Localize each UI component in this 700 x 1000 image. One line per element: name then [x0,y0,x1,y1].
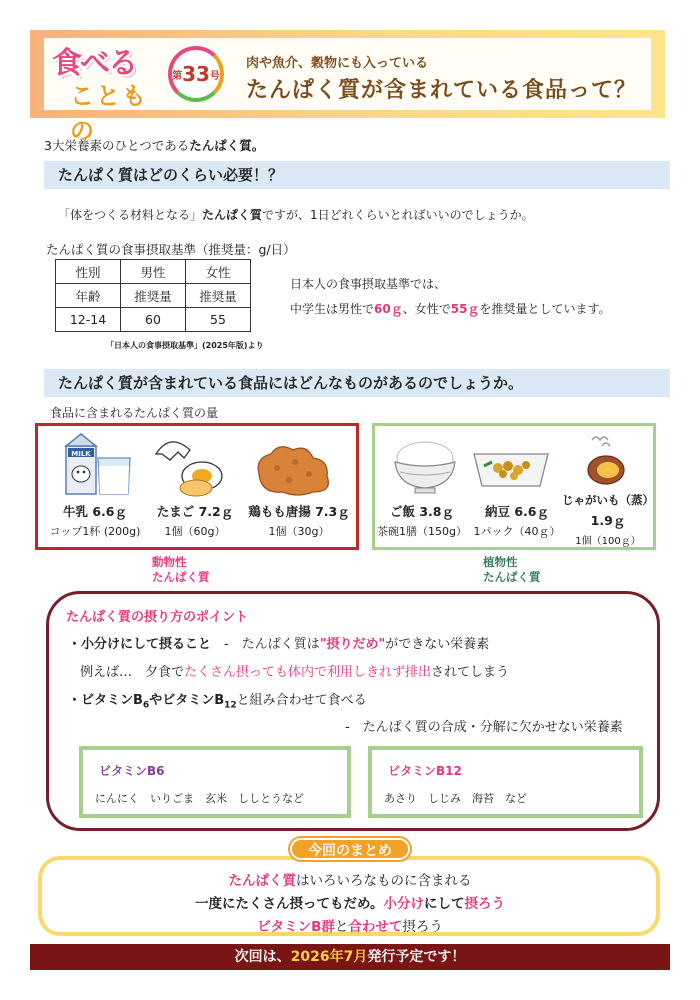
point1-pink: "摂りだめ" [319,637,386,652]
food-item-rice [374,502,470,539]
sum2-mid: にして [423,896,465,912]
food-name: ご飯 3.8ｇ [390,504,454,519]
sum3-pink1: ビタミンB群 [257,919,335,935]
plant-label-line1: 植物性 [483,555,518,569]
table-row [56,308,251,332]
animal-protein-label [152,555,210,585]
food-quantity: 1パック（40ｇ） [473,525,561,538]
food-quantity: 1個（100ｇ） [575,536,641,547]
sum3-mid: と [334,919,349,935]
food-quantity: 1個（30g） [268,525,330,538]
sum2-pre: 一度にたくさん摂ってもだめ。 [195,896,384,912]
egg-icon [150,436,228,498]
footer-post: 発行予定です！ [367,949,466,965]
food-item-chicken [240,502,358,539]
sum1-pink: たんぱく質 [228,873,296,889]
standard-line1: 日本人の食事摂取基準では、 [290,277,447,291]
intro-text [44,136,264,154]
table-cell: 12-14 [56,308,121,332]
food-item-milk [40,502,150,539]
food-quantity: コップ1杯 (200g) [49,525,141,538]
sum2-pink2: 摂ろう [464,896,505,912]
table-source: 「日本人の食事摂取基準」(2025年版)より [106,341,264,350]
header-subtitle: 肉や魚介、穀物にも入っている [246,56,429,71]
intro-bold: たんぱく質。 [189,138,265,153]
rice-bowl-icon [390,436,460,494]
point-line3 [68,689,367,711]
animal-label-line1: 動物性 [152,555,187,569]
food-item-natto [468,502,566,539]
issue-number: 33 [182,62,210,86]
vitamin-b12-items: あさり しじみ 海苔 など [384,792,527,805]
logo-line1: 食べる [52,46,136,81]
footer-date: 2026年7月 [290,949,368,965]
milk-label: MILK [71,450,91,458]
intake-table [55,259,251,332]
issue-suffix: 号 [209,70,220,82]
potato-icon [578,430,634,490]
female-value: 55ｇ [450,302,480,316]
summary-title: 今回のまとめ [290,838,410,860]
table-cell: 性別 [56,260,121,284]
food-name: 牛乳 6.6ｇ [63,504,127,519]
food-name: じゃがいも（蒸） [562,493,654,507]
intro-plain: 3大栄養素のひとつである [44,138,190,153]
plant-label-line2: たんぱく質 [483,570,541,584]
p1-post: ですが、1日どれくらいとればいいのでしょうか。 [262,208,534,222]
point2-post: されてしまう [431,665,510,680]
food-name: たまご 7.2ｇ [156,504,234,519]
p1-bold: たんぱく質 [202,208,263,222]
page-title: たんぱく質が含まれている食品って？ [246,78,638,103]
table-cell: 55 [186,308,251,332]
sum1-post: はいろいろなものに含まれる [296,873,472,889]
summary-line2 [0,892,700,912]
foods-caption: 食品に含まれるたんぱく質の量 [50,406,219,420]
issue-badge [168,46,224,102]
food-item-potato [560,492,656,547]
milk-icon [62,432,136,496]
table-cell: 推奨量 [186,284,251,308]
p1-pre: 「体をつくる材料となる」 [58,208,203,222]
sum2-pink1: 小分け [383,896,424,912]
footer-pre: 次回は、 [234,949,291,965]
vitamin-b6-box [79,746,351,818]
food-name: 鶏もも唐揚 7.3ｇ [248,504,350,519]
point2-pink: たくさん摂っても体内で利用しきれず排出 [184,665,432,680]
vitamin-b12-title: ビタミンB12 [388,764,462,778]
summary-line3 [0,915,700,935]
food-item-egg [145,502,245,539]
food-amount: 1.9ｇ [590,513,626,528]
food-quantity: 茶碗1膳（150g） [377,525,467,538]
points-title: たんぱく質の摂り方のポイント [66,610,249,625]
table-cell: 推奨量 [121,284,186,308]
table-row [56,260,251,284]
point1-post: ができない栄養素 [385,637,490,652]
std-pre: 中学生は男性で [290,302,375,316]
table-cell: 男性 [121,260,186,284]
std-mid: 、女性で [402,302,451,316]
natto-icon [470,444,552,492]
point2-pre: 例えば… 夕食で [80,665,185,680]
point-line2 [80,661,509,680]
table-cell: 女性 [186,260,251,284]
standard-line2 [290,300,610,317]
sum3-post: 摂ろう [402,919,443,935]
point3-sub2: 12 [224,700,237,711]
fried-chicken-icon [253,436,339,498]
point3-mid: やビタミンB [149,693,225,708]
male-value: 60ｇ [374,302,403,316]
animal-label-line2: たんぱく質 [152,570,210,584]
footer-banner [30,944,670,970]
table-cell: 60 [121,308,186,332]
vitamin-b6-items: にんにく いりごま 玄米 ししとうなど [95,792,304,805]
section-heading-foods: たんぱく質が含まれている食品にはどんなものがあるのでしょうか。 [44,369,670,397]
table-cell: 年齢 [56,284,121,308]
point-line1 [68,633,489,652]
point3-sub1: 6 [142,700,150,711]
food-quantity: 1個（60g） [164,525,226,538]
point-line4: - たんぱく質の合成・分解に欠かせない栄養素 [345,720,623,735]
std-post: を推奨量としています。 [479,302,611,316]
point1-bold: ・小分けにして摂ること [68,637,212,652]
newsletter-logo [52,36,162,145]
point3-post: と組み合わせて食べる [236,693,367,708]
logo-line2: こともの [70,82,148,145]
section1-paragraph [58,206,534,223]
issue-prefix: 第 [172,70,183,82]
vitamin-b12-box [368,746,643,818]
table-caption: たんぱく質の食事摂取基準（推奨量：g/日） [46,242,296,257]
summary-line1 [0,869,700,889]
point3-b1: ・ビタミンB [68,693,143,708]
table-row [56,284,251,308]
section-heading-need: たんぱく質はどのくらい必要！？ [44,161,670,189]
point1-dash: - たんぱく質は [211,637,320,652]
sum3-pink2: 合わせて [348,919,403,935]
vitamin-b6-title: ビタミンB6 [99,764,165,778]
plant-protein-label [483,555,541,585]
food-name: 納豆 6.6ｇ [485,504,549,519]
